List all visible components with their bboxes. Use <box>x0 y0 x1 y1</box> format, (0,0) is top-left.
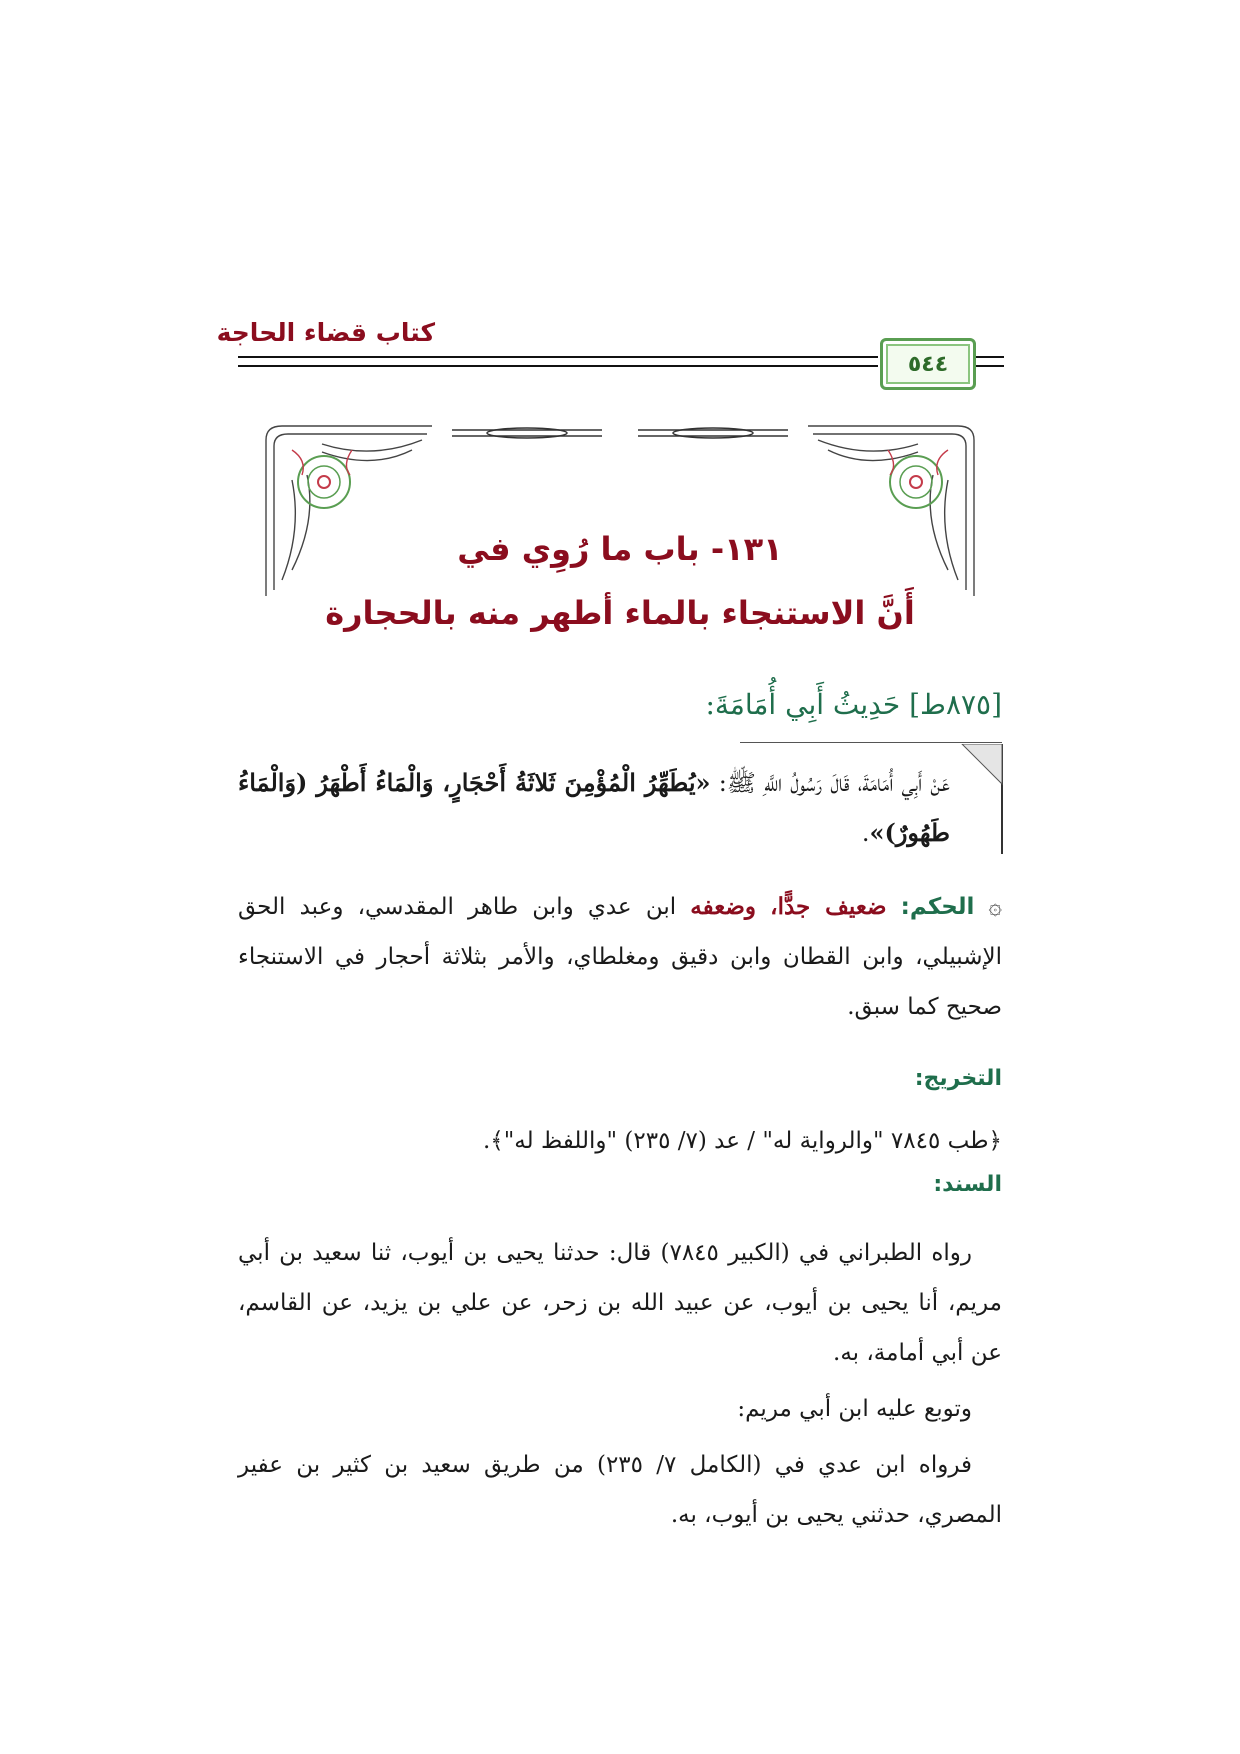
ruling-text: ابن عدي وابن طاهر المقدسي، وعبد الحق الإشبيلي، وابن القطان وابن دقيق ومغلطاي، والأمر بثلاثة أحجار في الاستنجاء صحيح كما سبق. <box>238 894 1002 1020</box>
page-number-frame <box>880 338 976 390</box>
hadith-intro: عَنْ أَبِي أُمَامَةَ، قَالَ رَسُولُ اللَّهِ ﷺ: <box>710 769 951 797</box>
page-number: ٥٤٤ <box>907 351 949 377</box>
hadith-heading-rule <box>740 742 1002 743</box>
sanad-paragraph-3: فرواه ابن عدي في (الكامل ٧/ ٢٣٥) من طريق سعيد بن كثير بن عفير المصري، حدثني يحيى بن أيوب، به. <box>238 1452 1002 1528</box>
takhrij-text: ﴿طب ٧٨٤٥ "والرواية له" / عد (٧/ ٢٣٥) "واللفظ له"﴾. <box>482 1128 1002 1154</box>
ruling-paragraph <box>238 882 1002 1032</box>
chapter-title-line1: ١٣١- باب ما رُوِي في <box>457 530 783 568</box>
header-rule-right-bottom <box>974 365 1004 367</box>
chapter-title-line2: أَنَّ الاستنجاء بالماء أطهر منه بالحجارة <box>325 594 915 632</box>
ornament-left-corner <box>266 426 432 596</box>
ruling-weakened-by: وضعفه <box>690 893 756 920</box>
ruling-verdict: ضعيف جدًّا، <box>770 893 887 920</box>
takhrij-heading: التخريج: <box>914 1066 1002 1091</box>
sanad-paragraph-2: وتوبع عليه ابن أبي مريم: <box>737 1396 972 1422</box>
hadith-text <box>238 758 950 858</box>
ornament-top-bars <box>452 428 788 438</box>
sanad-heading: السند: <box>933 1172 1002 1197</box>
chapter-ornament <box>262 420 978 600</box>
ruling-symbol-icon: ۞ <box>988 894 1002 920</box>
quote-corner-mark <box>960 744 1004 854</box>
header-rule-bottom <box>238 365 878 367</box>
sanad-paragraph-1: رواه الطبراني في (الكبير ٧٨٤٥) قال: حدثنا يحيى بن أيوب، ثنا سعيد بن أبي مريم، أنا يحيى بن أيوب، عن عبيد الله بن زحر، عن علي بن يزيد، عن القاسم، عن أبي أمامة، به. <box>238 1240 1002 1366</box>
hadith-end: . <box>861 819 870 847</box>
ornament-right-corner <box>808 426 974 596</box>
header-rule-right-top <box>974 356 1004 358</box>
hadith-heading: [٨٧٥ط] حَدِيثُ أَبِي أُمَامَةَ: <box>705 688 1002 721</box>
header-rule-top <box>238 356 878 358</box>
running-title: كتاب قضاء الحاجة <box>216 318 435 347</box>
hadith-quote: «يُطَهِّرُ الْمُؤْمِنَ ثَلاثَةُ أَحْجَارٍ، وَالْمَاءُ أَطْهَرُ (وَالْمَاءُ طَهُورٌ)» <box>238 768 950 847</box>
ruling-label: الحكم: <box>900 894 975 920</box>
